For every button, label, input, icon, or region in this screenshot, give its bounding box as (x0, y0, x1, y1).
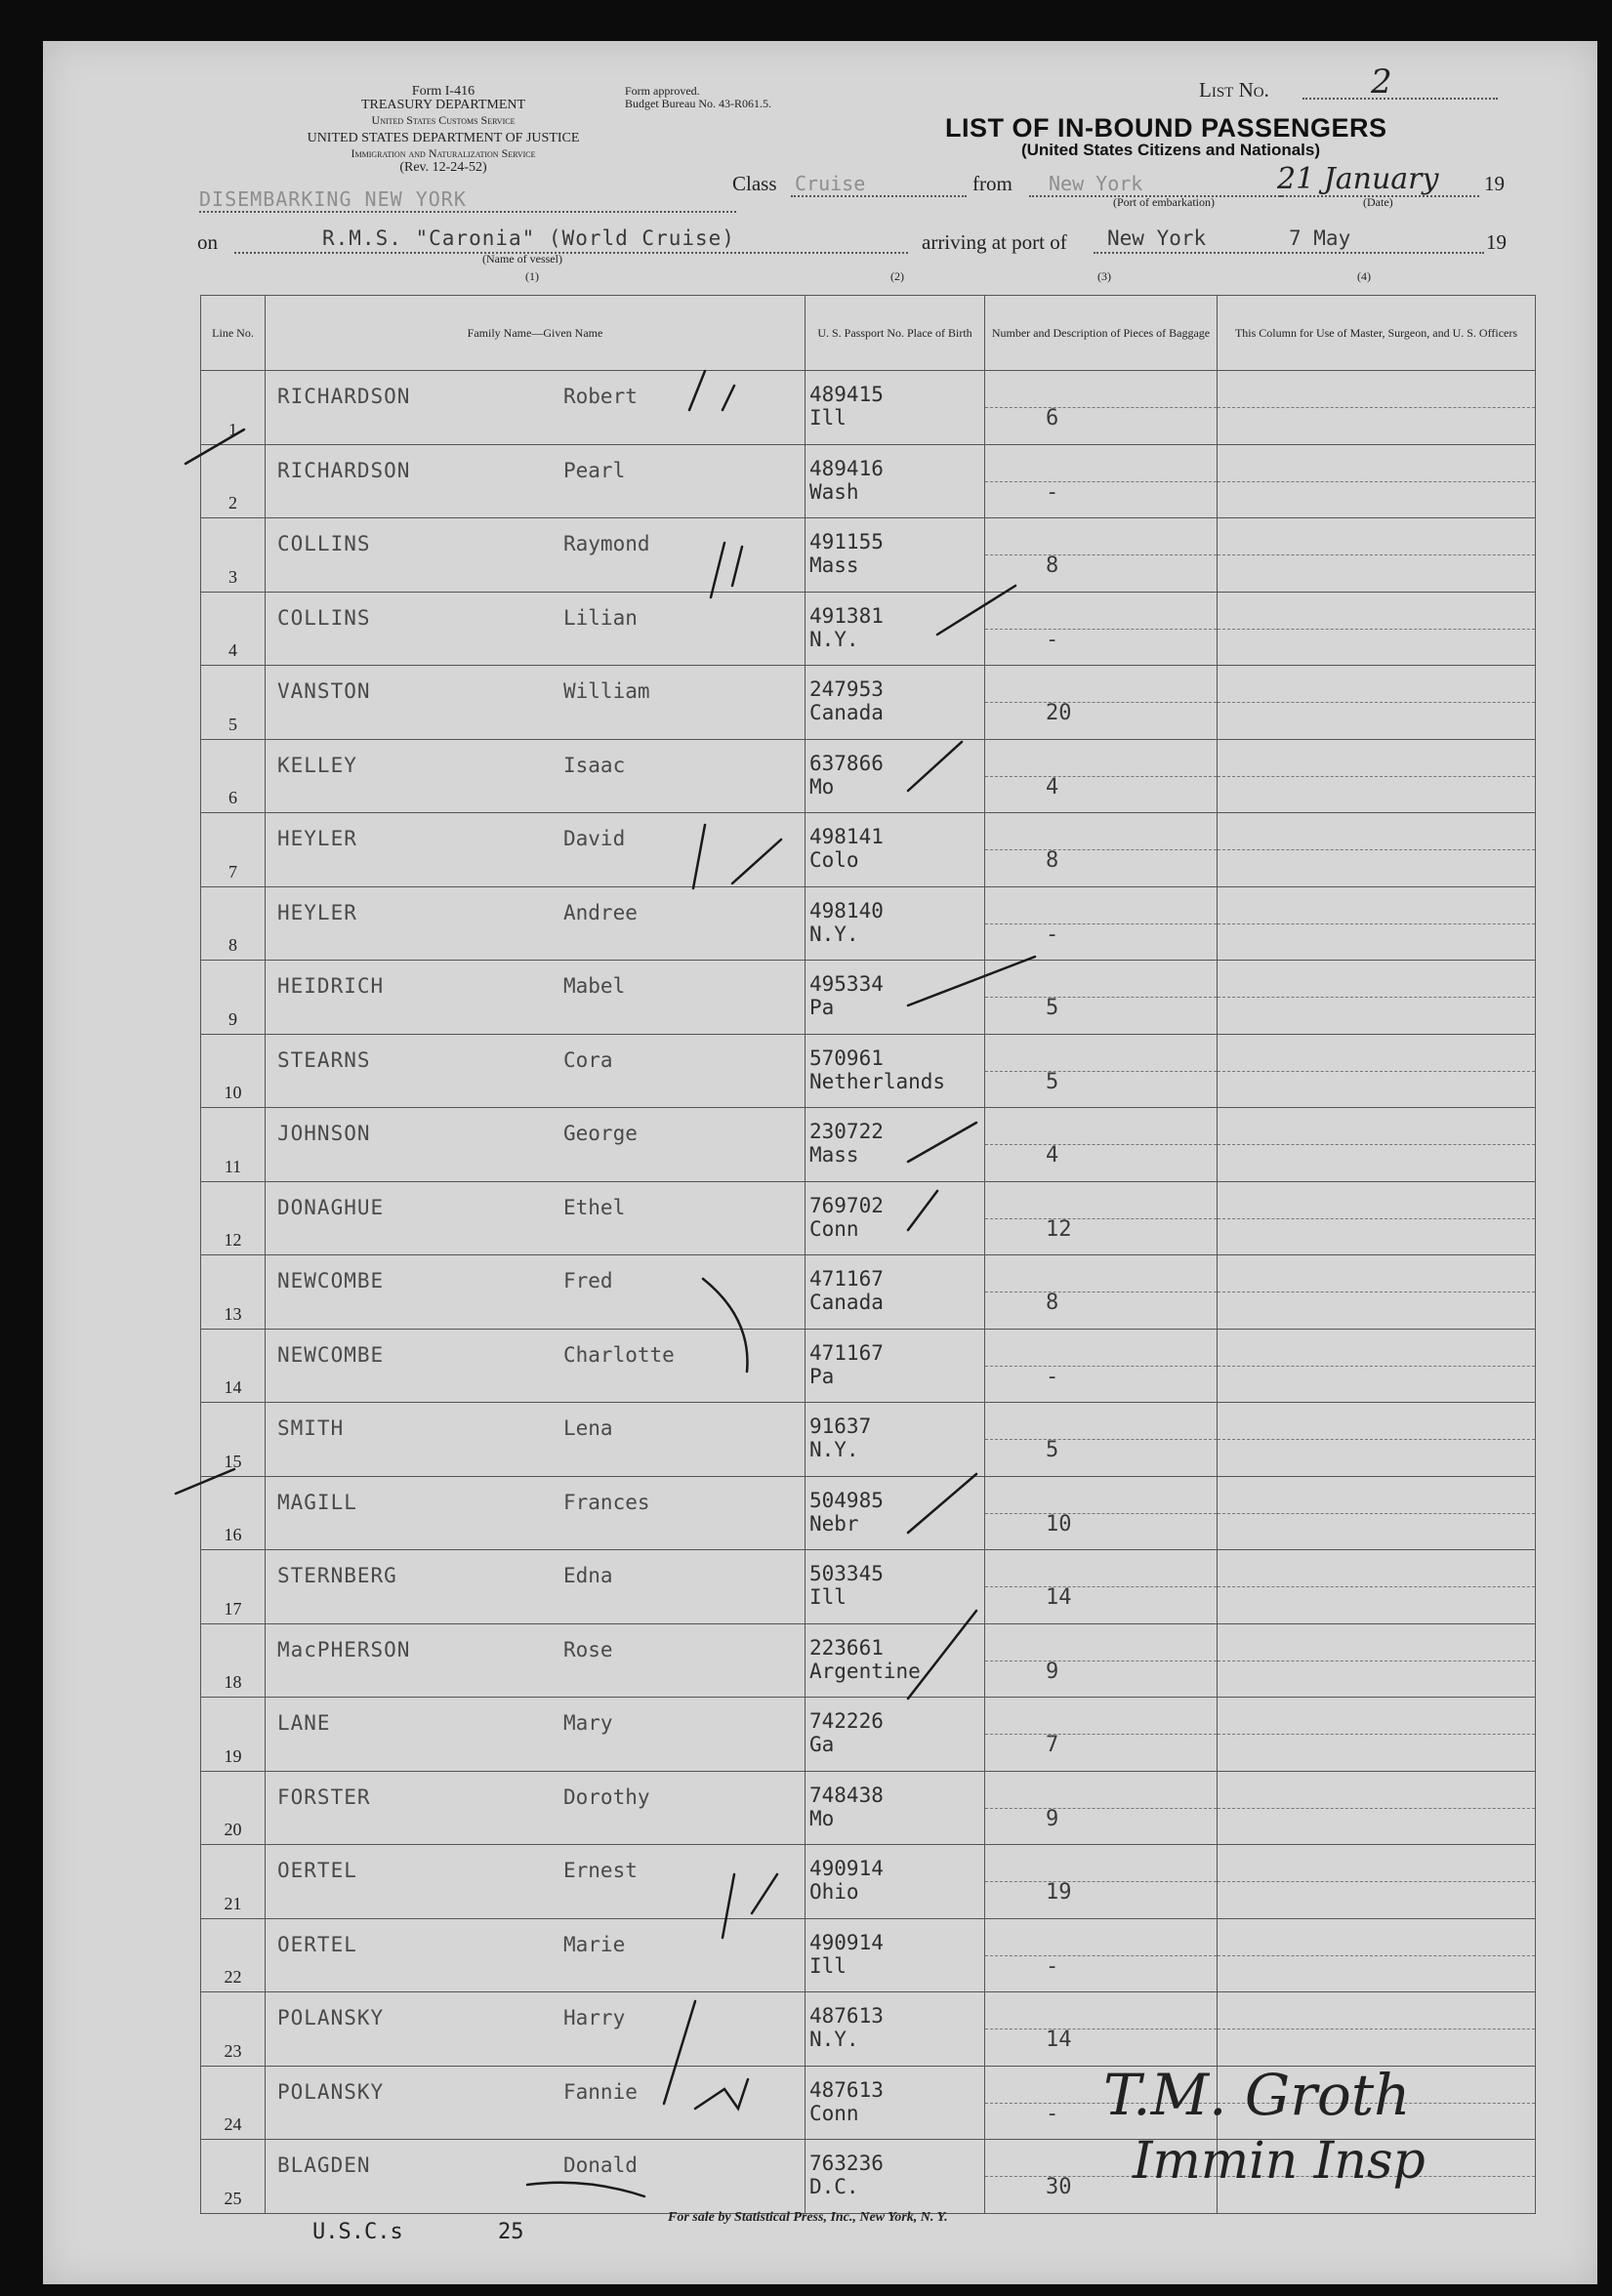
revision: (Rev. 12-24-52) (399, 160, 487, 175)
family-name: NEWCOMBE (277, 1342, 385, 1367)
passport-number: 503345 (809, 1562, 884, 1585)
signature-inspector: T.M. Groth (1103, 2062, 1411, 2128)
line-number: 15 (224, 1451, 242, 1471)
signature-title: Immin Insp (1133, 2132, 1426, 2191)
header-passport: U. S. Passport No. Place of Birth (806, 296, 985, 371)
baggage-count: 5 (1046, 1438, 1059, 1462)
passport-number: 487613 (809, 2004, 884, 2028)
given-name: Andree (563, 900, 638, 924)
line-number: 24 (224, 2114, 242, 2134)
line-number: 19 (224, 1745, 242, 1766)
line-number: 13 (224, 1303, 242, 1324)
passport-number: 491381 (809, 603, 884, 628)
line-number: 11 (224, 1156, 242, 1176)
year-label: 19 (1484, 172, 1505, 195)
initials-mark (723, 1874, 777, 1938)
given-name: Mabel (563, 974, 626, 998)
given-name: Fannie (563, 2079, 638, 2104)
date-value: 21 January (1277, 162, 1439, 196)
line-number: 23 (224, 2040, 242, 2061)
given-name: Dorothy (563, 1784, 650, 1809)
form-title: LIST OF IN-BOUND PASSENGERS (945, 113, 1387, 143)
line-number: 5 (228, 714, 237, 734)
usc-mark: U.S.C.s (312, 2220, 403, 2244)
family-name: MacPHERSON (277, 1637, 411, 1661)
place-of-birth: Colo (809, 848, 859, 872)
check-mark (908, 957, 1035, 1005)
check-mark (186, 430, 244, 464)
passport-number: 570961 (809, 1046, 884, 1070)
list-no-label: List No. (1199, 78, 1269, 102)
place-of-birth: Wash (809, 479, 859, 504)
passenger-count: 25 (498, 2220, 524, 2244)
place-of-birth: Ill (809, 1585, 847, 1609)
line-number: 22 (224, 1967, 242, 1987)
given-name: Ethel (563, 1195, 626, 1219)
baggage-count: 10 (1046, 1511, 1072, 1537)
treasury-dept: TREASURY DEPARTMENT (360, 98, 526, 112)
justice-dept: UNITED STATES DEPARTMENT OF JUSTICE (307, 131, 580, 145)
baggage-count: 9 (1046, 1659, 1059, 1684)
family-name: HEYLER (277, 827, 357, 850)
given-name: Fred (563, 1269, 613, 1292)
baggage-count: 7 (1046, 1733, 1059, 1757)
family-name: RICHARDSON (277, 458, 411, 482)
place-of-birth: Canada (809, 1291, 884, 1314)
passport-number: 498141 (809, 825, 884, 848)
passport-number: 230722 (809, 1120, 884, 1143)
initials-mark (711, 543, 742, 597)
baggage-count: 19 (1046, 1880, 1072, 1905)
baggage-count: 14 (1046, 2028, 1072, 2052)
family-name: VANSTON (277, 679, 371, 703)
family-name: FORSTER (277, 1784, 371, 1809)
place-of-birth: N.Y. (809, 2028, 859, 2051)
family-name: DONAGHUE (277, 1195, 385, 1219)
given-name: Isaac (563, 753, 626, 777)
given-name: George (563, 1122, 638, 1145)
place-of-birth: Nebr (809, 1511, 859, 1536)
place-of-birth: Ill (809, 406, 847, 430)
line-number: 16 (224, 1525, 242, 1544)
given-name: Raymond (563, 532, 650, 555)
given-name: Ernest (563, 1859, 638, 1882)
family-name: COLLINS (277, 532, 371, 555)
place-of-birth: N.Y. (809, 922, 859, 946)
given-name: Robert (563, 385, 638, 408)
passport-number: 490914 (809, 1857, 884, 1880)
col-marker-3: (3) (1097, 269, 1111, 283)
given-name: Cora (563, 1047, 613, 1072)
passport-number: 504985 (809, 1488, 884, 1512)
place-of-birth: Mass (809, 1143, 859, 1167)
given-name: Lilian (563, 605, 638, 630)
given-name: Charlotte (563, 1342, 675, 1367)
line-number: 25 (224, 2188, 242, 2208)
class-label: Class (732, 172, 777, 195)
on-label: on (197, 230, 218, 254)
given-name: Pearl (563, 458, 626, 482)
form-number: Form I-416 (411, 84, 475, 99)
place-of-birth: N.Y. (809, 1438, 859, 1461)
line-number: 3 (228, 566, 237, 587)
passport-number: 223661 (809, 1635, 884, 1660)
initials-mark (689, 371, 734, 410)
place-of-birth: Netherlands (809, 1069, 946, 1093)
given-name: Marie (563, 1932, 626, 1956)
check-mark (937, 586, 1015, 635)
passport-number: 763236 (809, 2152, 884, 2175)
initials-mark (693, 825, 781, 888)
line-number: 4 (228, 640, 237, 660)
line-number: 2 (228, 493, 237, 512)
baggage-count: - (1046, 1953, 1059, 1979)
family-name: STERNBERG (277, 1564, 397, 1587)
given-name: Frances (563, 1490, 650, 1514)
check-mark (176, 1469, 234, 1494)
baggage-count: 4 (1046, 1143, 1059, 1168)
header-baggage: Number and Description of Pieces of Baggage (985, 296, 1218, 371)
family-name: OERTEL (277, 1932, 357, 1956)
family-name: LANE (277, 1711, 331, 1735)
place-of-birth: Canada (809, 701, 884, 724)
year-label-2: 19 (1486, 230, 1507, 254)
baggage-count: 5 (1046, 1069, 1059, 1094)
baggage-count: 5 (1046, 996, 1059, 1020)
passport-number: 471167 (809, 1267, 884, 1291)
passport-number: 491155 (809, 530, 884, 554)
family-name: BLAGDEN (277, 2153, 371, 2177)
passport-number: 489415 (809, 383, 884, 406)
place-of-birth: Ga (809, 1733, 835, 1756)
class-value: Cruise (795, 172, 866, 195)
baggage-count: - (1046, 1364, 1059, 1389)
passport-number: 489416 (809, 456, 884, 480)
arriving-label: arriving at port of (922, 230, 1067, 254)
baggage-count: - (1046, 2101, 1059, 2126)
baggage-count: 30 (1046, 2175, 1072, 2199)
from-value: New York (1049, 172, 1143, 195)
header-name: Family Name—Given Name (266, 296, 806, 371)
baggage-count: 20 (1046, 701, 1072, 725)
date-label: (Date) (1363, 195, 1393, 209)
baggage-count: 8 (1046, 848, 1059, 873)
check-mark (908, 1474, 976, 1533)
family-name: OERTEL (277, 1859, 357, 1882)
given-name: David (563, 827, 626, 850)
passport-number: 490914 (809, 1930, 884, 1954)
check-mark (908, 1611, 976, 1699)
col-marker-1: (1) (525, 269, 539, 283)
baggage-count: - (1046, 479, 1059, 505)
check-mark (908, 1191, 937, 1230)
baggage-count: 12 (1046, 1216, 1072, 1242)
vessel-name: R.M.S. "Caronia" (World Cruise) (322, 226, 735, 250)
check-mark (908, 1123, 976, 1162)
family-name: KELLEY (277, 753, 357, 777)
baggage-count: 14 (1046, 1585, 1072, 1610)
list-no-value: 2 (1371, 62, 1392, 102)
family-name: POLANSKY (277, 2006, 385, 2030)
vessel-label: (Name of vessel) (482, 252, 562, 266)
family-name: COLLINS (277, 605, 371, 630)
line-number: 18 (224, 1672, 242, 1692)
baggage-count: 4 (1046, 774, 1059, 800)
family-name: JOHNSON (277, 1122, 371, 1145)
initials-mark (664, 2001, 748, 2109)
family-name: STEARNS (277, 1047, 371, 1072)
line-number: 10 (224, 1083, 242, 1102)
line-number: 21 (224, 1893, 242, 1913)
family-name: HEIDRICH (277, 974, 385, 998)
passport-number: 748438 (809, 1783, 884, 1807)
baggage-count: 9 (1046, 1806, 1059, 1831)
given-name: Lena (563, 1416, 613, 1440)
passport-number: 247953 (809, 677, 884, 701)
annotation-mark (527, 2183, 644, 2196)
port-embark-label: (Port of embarkation) (1113, 195, 1215, 209)
place-of-birth: Pa (809, 1364, 835, 1388)
col-marker-4: (4) (1357, 269, 1371, 283)
line-number: 20 (224, 1820, 242, 1839)
line-number: 12 (224, 1230, 242, 1250)
header-line-no: Line No. (201, 296, 266, 371)
budget-bureau: Budget Bureau No. 43-R061.5. (625, 97, 771, 110)
place-of-birth: Ill (809, 1953, 847, 1978)
given-name: Mary (563, 1711, 613, 1735)
passport-number: 769702 (809, 1193, 884, 1217)
passport-number: 487613 (809, 2077, 884, 2102)
given-name: Harry (563, 2006, 626, 2030)
header-officers: This Column for Use of Master, Surgeon, and U. S. Officers (1218, 296, 1536, 371)
line-number: 1 (228, 419, 237, 439)
baggage-count: - (1046, 627, 1059, 652)
given-name: William (563, 679, 650, 703)
place-of-birth: Mo (809, 774, 835, 799)
arrival-date: 7 May (1289, 226, 1351, 250)
place-of-birth: Conn (809, 2101, 859, 2125)
family-name: HEYLER (277, 900, 357, 924)
line-number: 6 (228, 788, 237, 807)
baggage-count: 6 (1046, 406, 1059, 430)
passport-number: 495334 (809, 972, 884, 996)
col-marker-2: (2) (890, 269, 904, 283)
family-name: POLANSKY (277, 2079, 385, 2104)
place-of-birth: Mass (809, 554, 859, 577)
arrival-port: New York (1107, 226, 1207, 250)
given-name: Rose (563, 1637, 613, 1661)
family-name: RICHARDSON (277, 385, 411, 408)
place-of-birth: Conn (809, 1216, 859, 1241)
line-number: 17 (224, 1598, 242, 1619)
disembarking-note: DISEMBARKING NEW YORK (199, 187, 467, 211)
passport-number: 471167 (809, 1340, 884, 1365)
passport-number: 742226 (809, 1709, 884, 1733)
printer-note: For sale by Statistical Press, Inc., New York, N. Y. (668, 2210, 948, 2225)
passport-number: 91637 (809, 1414, 872, 1438)
line-number: 8 (228, 935, 237, 955)
place-of-birth: Ohio (809, 1880, 859, 1904)
check-mark (908, 742, 962, 791)
family-name: SMITH (277, 1416, 345, 1440)
given-name: Donald (563, 2153, 638, 2177)
place-of-birth: Argentine (809, 1659, 921, 1683)
baggage-count: - (1046, 922, 1059, 947)
passport-number: 498140 (809, 898, 884, 922)
form-approved: Form approved. (625, 84, 700, 98)
given-name: Edna (563, 1564, 613, 1587)
place-of-birth: D.C. (809, 2175, 859, 2198)
place-of-birth: Mo (809, 1806, 835, 1830)
baggage-count: 8 (1046, 554, 1059, 578)
place-of-birth: N.Y. (809, 627, 859, 651)
from-label: from (972, 172, 1013, 195)
line-number: 14 (224, 1377, 242, 1397)
baggage-count: 8 (1046, 1291, 1059, 1315)
place-of-birth: Pa (809, 996, 835, 1019)
ins-service: Immigration and Naturalization Service (351, 146, 536, 160)
customs-service: United States Customs Service (371, 113, 516, 127)
form-subtitle: (United States Citizens and Nationals) (1020, 141, 1321, 159)
line-number: 7 (228, 861, 237, 882)
family-name: NEWCOMBE (277, 1269, 385, 1292)
bracket-mark (703, 1279, 747, 1372)
family-name: MAGILL (277, 1490, 357, 1514)
line-number: 9 (228, 1008, 237, 1029)
passport-number: 637866 (809, 751, 884, 775)
